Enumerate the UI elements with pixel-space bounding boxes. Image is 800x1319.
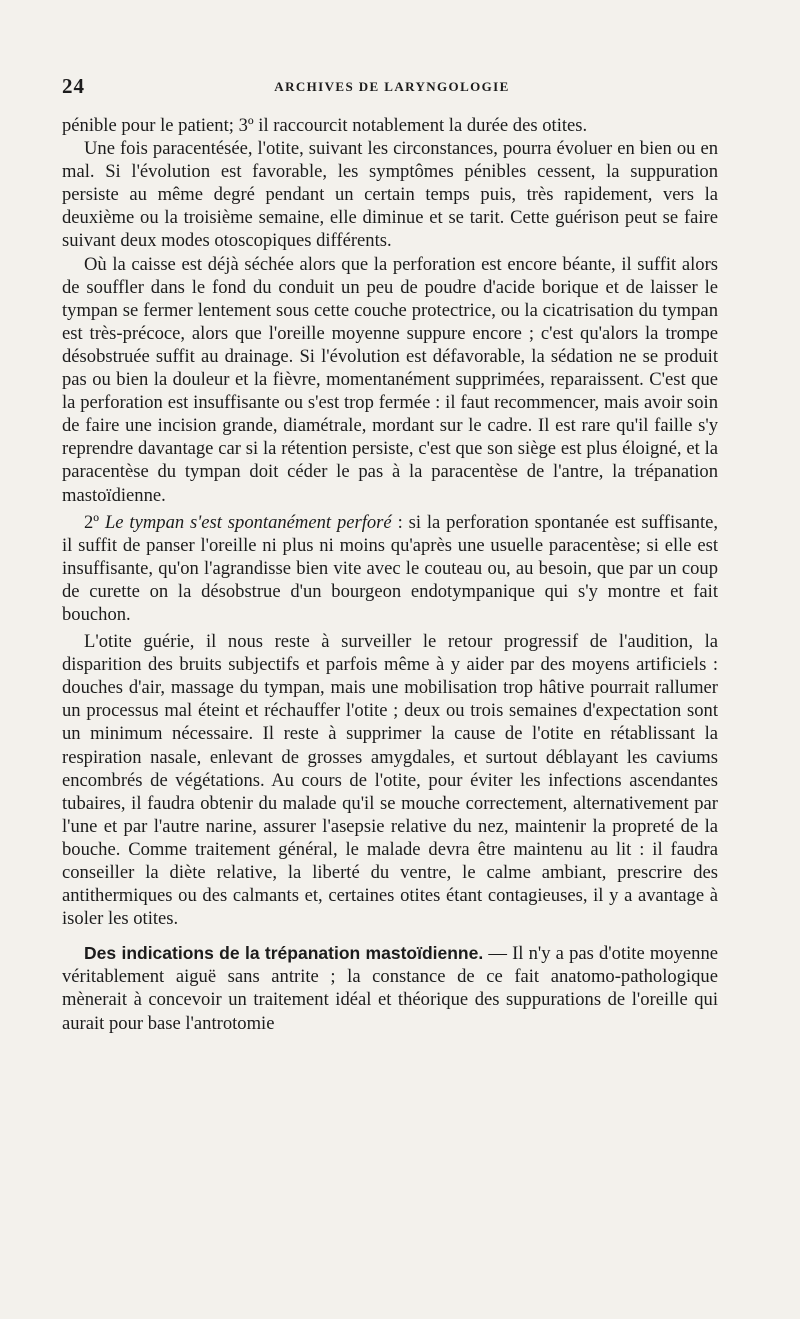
paragraph-5 <box>62 630 718 930</box>
body-text <box>62 114 718 1035</box>
page-number: 24 <box>62 74 85 98</box>
page-header <box>62 74 722 100</box>
running-title: ARCHIVES DE LARYNGOLOGIE <box>274 79 510 94</box>
paragraph-4-prefix: 2º <box>84 511 105 533</box>
section-heading: Des indications de la trépanation mastoïdienne. <box>84 943 484 964</box>
paragraph-5-text: L'otite guérie, il nous reste à surveiller le retour progressif de l'audition, la disparition des bruits subjectifs et parfois même à y aider par des moyens artificiels : douches d'air, massage du tympan, mais une mobilisation trop hâtive pourrait rallumer un processus mal éteint et réchauffer l'otite ; deux ou trois semaines d'expectation sont un minimum nécessaire. Il reste à supprimer la cause de l'otite en rétablissant la respiration nasale, enlevant de grosses amygdales, et surtout déblayant les caviums encombrés de végétations. Au cours de l'otite, pour éviter les infections ascendantes tubaires, il faudra obtenir du malade qu'il se mouche correctement, alternativement par l'une et par l'autre narine, assurer l'asepsie relative du nez, maintenir la propreté de la bouche. Comme traitement général, le malade devra être maintenu au lit : il faudra conseiller la diète relative, la liberté du ventre, le calme ambiant, prescrire des antithermiques ou des calmants et, certaines otites étant contagieuses, il y a avantage à isoler les otites. <box>62 631 718 930</box>
paragraph-4 <box>62 511 718 626</box>
paragraph-1-text: pénible pour le patient; 3º il raccourcit notablement la durée des otites. <box>62 115 588 136</box>
paragraph-3-text: Où la caisse est déjà séchée alors que la perforation est encore béante, il suffit alors de souffler dans le fond du conduit un peu de poudre d'acide borique et de laisser le tympan se fermer lentement sous cette couche protectrice, ou la cicatrisation du tympan est très-précoce, alors que l'oreille moyenne suppure encore ; c'est qu'alors la trompe désobstruée suffit au drainage. Si l'évolution est défavorable, la sédation ne se produit pas ou bien la douleur et la fièvre, momentanément supprimées, reparaissent. C'est que la perforation est insuffisante ou s'est trop fermée : il faut recommencer, mais avoir soin de faire une incision grande, diamétrale, mordant sur le cadre. Il est rare qu'il faille s'y reprendre davantage car si la rétention persiste, c'est que son siège est plus éloigné, et la paracentèse du tympan doit céder le pas à la paracentèse de l'antre, la trépanation mastoïdienne. <box>62 253 718 506</box>
paragraph-1 <box>62 114 718 137</box>
paragraph-6-text: — Il n'y a pas d'otite moyenne véritablement aiguë sans antrite ; la constance de ce fait anatomo-pathologique mènerait à concevoir un traitement idéal et théorique des suppurations de l'oreille qui aurait pour base l'antrotomie <box>62 943 718 1034</box>
paragraph-4-text: : si la perforation spontanée est suffisante, il suffit de panser l'oreille ni plus ni moins qu'après une usuelle paracentèse; si elle est insuffisante, qu'on l'agrandisse bien vite avec le couteau ou, au besoin, que par un coup de curette on la désobstrue d'un bourgeon endotympanique qui s'y montre et fait bouchon. <box>62 511 719 625</box>
paragraph-2-text: Une fois paracentésée, l'otite, suivant les circonstances, pourra évoluer en bien ou en mal. Si l'évolution est favorable, les symptômes pénibles cessent, la suppuration persiste au même degré pendant un certain temps puis, très rapidement, vers la deuxième ou la troisième semaine, elle diminue et se tarit. Cette guérison peut se faire suivant deux modes otoscopiques différents. <box>62 138 718 252</box>
paragraph-4-emphasis: Le tympan s'est spontanément perforé <box>104 511 392 533</box>
paragraph-2 <box>62 137 718 252</box>
paragraph-3 <box>62 253 718 507</box>
paragraph-6 <box>62 942 718 1034</box>
